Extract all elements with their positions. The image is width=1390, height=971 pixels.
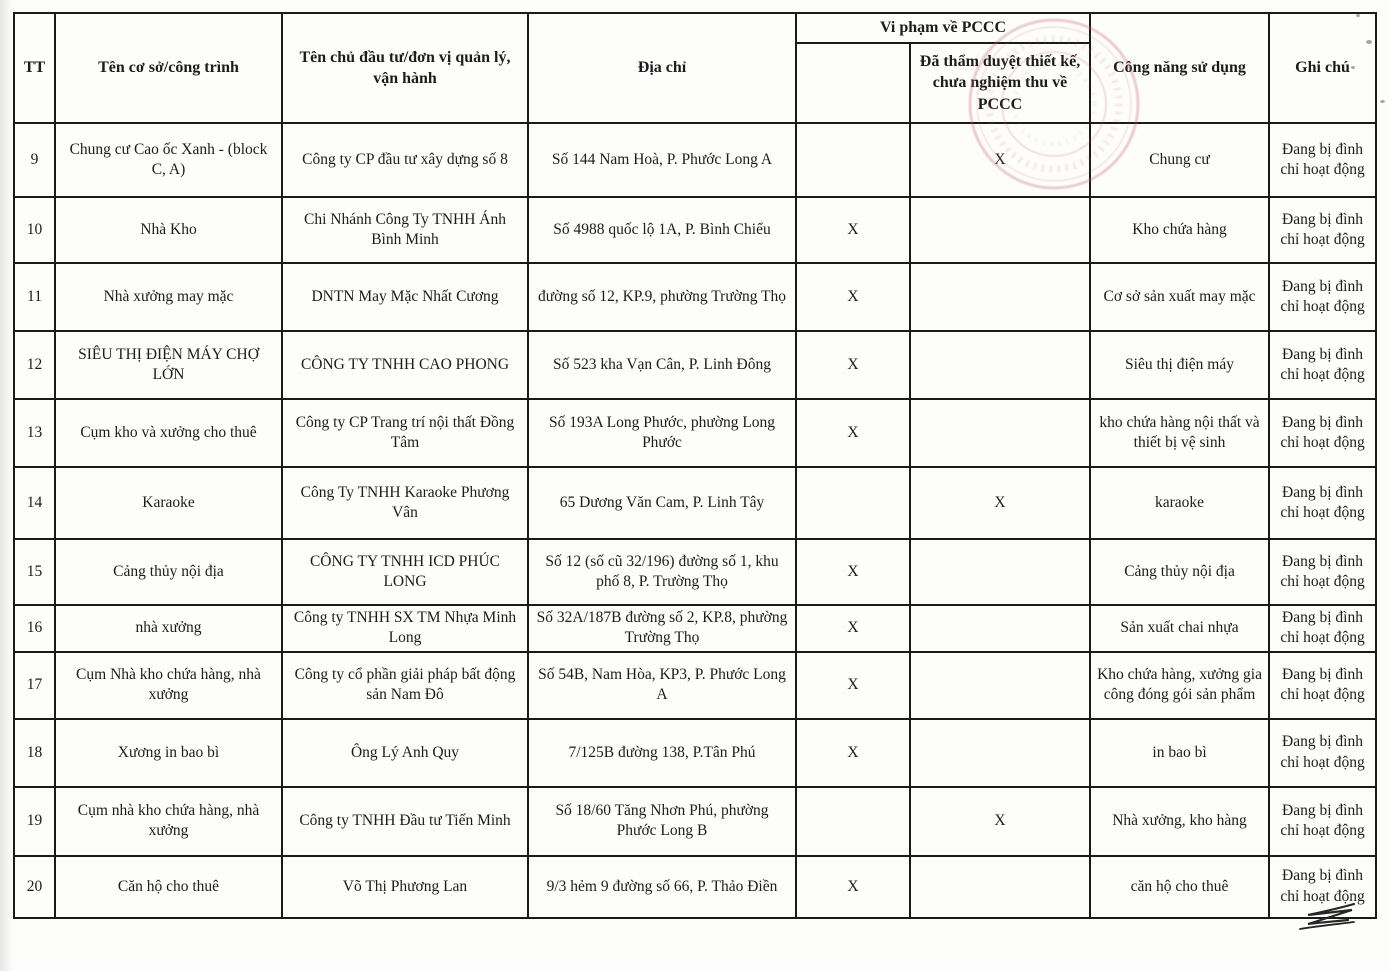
cell-owner-name: CÔNG TY TNHH CAO PHONG [282, 331, 528, 399]
cell-note: Đang bị đình chỉ hoạt động [1269, 605, 1376, 652]
cell-facility-name: Cụm Nhà kho chứa hàng, nhà xưởng [55, 652, 282, 719]
cell-violation-unapproved [796, 787, 910, 856]
table-row [14, 787, 1376, 856]
cell-tt: 12 [14, 331, 55, 399]
cell-note: Đang bị đình chỉ hoạt động [1269, 539, 1376, 605]
cell-owner-name: Công ty TNHH SX TM Nhựa Minh Long [282, 605, 528, 652]
cell-facility-name: Nhà xưởng may mặc [55, 263, 282, 331]
cell-owner-name: CÔNG TY TNHH ICD PHÚC LONG [282, 539, 528, 605]
cell-facility-name: Cụm kho và xưởng cho thuê [55, 399, 282, 467]
cell-violation-approved-not-accepted [910, 856, 1090, 918]
cell-violation-approved-not-accepted [910, 539, 1090, 605]
cell-facility-name: nhà xưởng [55, 605, 282, 652]
cell-facility-name: Cảng thủy nội địa [55, 539, 282, 605]
cell-address: Số 144 Nam Hoà, P. Phước Long A [528, 123, 796, 197]
header-owner-name: Tên chủ đầu tư/đơn vị quản lý, vận hành [282, 13, 528, 123]
header-usage-function: Công năng sử dụng [1090, 13, 1269, 123]
cell-violation-unapproved: X [796, 605, 910, 652]
cell-usage-function: căn hộ cho thuê [1090, 856, 1269, 918]
table-row [14, 856, 1376, 918]
cell-note: Đang bị đình chỉ hoạt động [1269, 399, 1376, 467]
cell-owner-name: Chi Nhánh Công Ty TNHH Ánh Bình Minh [282, 197, 528, 263]
cell-violation-approved-not-accepted: X [910, 787, 1090, 856]
table-row [14, 605, 1376, 652]
cell-facility-name: Căn hộ cho thuê [55, 856, 282, 918]
cell-tt: 15 [14, 539, 55, 605]
cell-facility-name: SIÊU THỊ ĐIỆN MÁY CHỢ LỚN [55, 331, 282, 399]
table-row [14, 719, 1376, 787]
cell-violation-approved-not-accepted [910, 331, 1090, 399]
cell-violation-approved-not-accepted [910, 652, 1090, 719]
cell-address: Số 523 kha Vạn Cân, P. Linh Đông [528, 331, 796, 399]
cell-owner-name: DNTN May Mặc Nhất Cương [282, 263, 528, 331]
cell-owner-name: Công Ty TNHH Karaoke Phương Vân [282, 467, 528, 539]
cell-address: Số 54B, Nam Hòa, KP3, P. Phước Long A [528, 652, 796, 719]
cell-address: đường số 12, KP.9, phường Trường Thọ [528, 263, 796, 331]
cell-owner-name: Võ Thị Phương Lan [282, 856, 528, 918]
cell-owner-name: Công ty TNHH Đầu tư Tiến Minh [282, 787, 528, 856]
cell-note: Đang bị đình chỉ hoạt động [1269, 856, 1376, 918]
cell-violation-approved-not-accepted [910, 263, 1090, 331]
header-note: Ghi chú [1269, 13, 1376, 123]
cell-note: Đang bị đình chỉ hoạt động [1269, 719, 1376, 787]
cell-note: Đang bị đình chỉ hoạt động [1269, 123, 1376, 197]
cell-note: Đang bị đình chỉ hoạt động [1269, 263, 1376, 331]
cell-usage-function: Cảng thủy nội địa [1090, 539, 1269, 605]
cell-facility-name: Chung cư Cao ốc Xanh - (block C, A) [55, 123, 282, 197]
cell-address: Số 12 (số cũ 32/196) đường số 1, khu phố 8, P. Trường Thọ [528, 539, 796, 605]
cell-address: Số 193A Long Phước, phường Long Phước [528, 399, 796, 467]
cell-address: Số 18/60 Tăng Nhơn Phú, phường Phước Long B [528, 787, 796, 856]
table-row [14, 539, 1376, 605]
header-address: Địa chỉ [528, 13, 796, 123]
cell-tt: 20 [14, 856, 55, 918]
cell-tt: 10 [14, 197, 55, 263]
cell-tt: 11 [14, 263, 55, 331]
cell-usage-function: in bao bì [1090, 719, 1269, 787]
cell-violation-unapproved: X [796, 331, 910, 399]
cell-violation-unapproved: X [796, 719, 910, 787]
table-header [14, 13, 1376, 123]
cell-note: Đang bị đình chỉ hoạt động [1269, 467, 1376, 539]
cell-facility-name: Xương in bao bì [55, 719, 282, 787]
cell-note: Đang bị đình chỉ hoạt động [1269, 331, 1376, 399]
cell-tt: 16 [14, 605, 55, 652]
header-facility-name: Tên cơ sở/công trình [55, 13, 282, 123]
cell-usage-function: karaoke [1090, 467, 1269, 539]
cell-usage-function: Kho chứa hàng, xưởng gia công đóng gói sản phẩm [1090, 652, 1269, 719]
cell-owner-name: Ông Lý Anh Quy [282, 719, 528, 787]
cell-violation-unapproved: X [796, 263, 910, 331]
table-row [14, 652, 1376, 719]
cell-facility-name: Karaoke [55, 467, 282, 539]
cell-owner-name: Công ty CP Trang trí nội thất Đồng Tâm [282, 399, 528, 467]
scan-speck [1366, 40, 1372, 44]
table-row [14, 197, 1376, 263]
cell-violation-unapproved: X [796, 539, 910, 605]
cell-usage-function: kho chứa hàng nội thất và thiết bị vệ sinh [1090, 399, 1269, 467]
cell-violation-unapproved: X [796, 856, 910, 918]
cell-violation-approved-not-accepted [910, 605, 1090, 652]
header-violation-col2: Đã thẩm duyệt thiết kế, chưa nghiệm thu về PCCC [910, 43, 1090, 123]
header-violation-group: Vi phạm về PCCC [796, 13, 1090, 43]
table-row [14, 123, 1376, 197]
cell-violation-unapproved: X [796, 399, 910, 467]
cell-address: Số 4988 quốc lộ 1A, P. Bình Chiểu [528, 197, 796, 263]
cell-note: Đang bị đình chỉ hoạt động [1269, 652, 1376, 719]
scan-speck [1380, 100, 1385, 103]
cell-tt: 18 [14, 719, 55, 787]
cell-note: Đang bị đình chỉ hoạt động [1269, 197, 1376, 263]
cell-tt: 17 [14, 652, 55, 719]
header-violation-col1 [796, 43, 910, 123]
scan-speck [1351, 66, 1355, 69]
cell-owner-name: Công ty cổ phần giải pháp bất động sản Nam Đô [282, 652, 528, 719]
violation-table [13, 12, 1377, 919]
cell-address: Số 32A/187B đường số 2, KP.8, phường Trường Thọ [528, 605, 796, 652]
scan-speck [1356, 14, 1360, 17]
cell-address: 65 Dương Văn Cam, P. Linh Tây [528, 467, 796, 539]
cell-violation-approved-not-accepted [910, 399, 1090, 467]
cell-note: Đang bị đình chỉ hoạt động [1269, 787, 1376, 856]
table-row [14, 263, 1376, 331]
cell-tt: 14 [14, 467, 55, 539]
cell-facility-name: Nhà Kho [55, 197, 282, 263]
cell-owner-name: Công ty CP đầu tư xây dựng số 8 [282, 123, 528, 197]
scan-edge-shadow [0, 0, 14, 971]
cell-violation-approved-not-accepted [910, 197, 1090, 263]
cell-usage-function: Cơ sở sản xuất may mặc [1090, 263, 1269, 331]
cell-violation-approved-not-accepted [910, 719, 1090, 787]
table-body [14, 123, 1376, 918]
cell-violation-unapproved [796, 467, 910, 539]
cell-usage-function: Nhà xưởng, kho hàng [1090, 787, 1269, 856]
cell-violation-unapproved: X [796, 197, 910, 263]
cell-violation-approved-not-accepted: X [910, 467, 1090, 539]
cell-tt: 19 [14, 787, 55, 856]
cell-facility-name: Cụm nhà kho chứa hàng, nhà xưởng [55, 787, 282, 856]
cell-violation-unapproved: X [796, 652, 910, 719]
cell-violation-approved-not-accepted: X [910, 123, 1090, 197]
cell-violation-unapproved [796, 123, 910, 197]
cell-usage-function: Siêu thị điện máy [1090, 331, 1269, 399]
table-row [14, 399, 1376, 467]
cell-address: 9/3 hẻm 9 đường số 66, P. Thảo Điền [528, 856, 796, 918]
cell-tt: 9 [14, 123, 55, 197]
header-tt: TT [14, 13, 55, 123]
table-row [14, 331, 1376, 399]
cell-usage-function: Sản xuất chai nhựa [1090, 605, 1269, 652]
cell-usage-function: Kho chứa hàng [1090, 197, 1269, 263]
cell-usage-function: Chung cư [1090, 123, 1269, 197]
cell-address: 7/125B đường 138, P.Tân Phú [528, 719, 796, 787]
table-row [14, 467, 1376, 539]
cell-tt: 13 [14, 399, 55, 467]
